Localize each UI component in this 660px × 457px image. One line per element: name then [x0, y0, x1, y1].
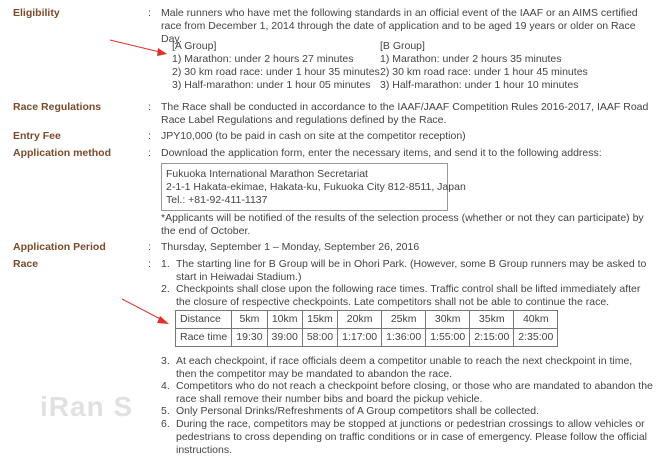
group-b-title: [B Group]	[380, 40, 425, 52]
table-cell: 1:36:00	[382, 329, 426, 347]
race-item-number: 2.	[161, 283, 170, 295]
regulations-label: Race Regulations	[13, 101, 102, 113]
regulations-text: The Race shall be conducted in accordance to the IAAF/JAAF Competition Rules 2016-2017, IAAF Road Race Label Regulations and regulations defined by the Race.	[161, 101, 649, 126]
race-item-number: 6.	[161, 418, 170, 430]
race-label: Race	[13, 258, 39, 270]
table-cell: 19:30	[232, 329, 267, 347]
address-line: 2-1-1 Hakata-ekimae, Hakata-ku, Fukuoka City 812-8511, Japan	[166, 181, 466, 193]
race-item-text: The starting line for B Group will be in Ohori Park. (However, some B Group runners may be asked to start in Heiwadai Stadium.)	[176, 258, 647, 283]
entry-fee-label: Entry Fee	[13, 130, 61, 142]
period-colon: :	[148, 241, 151, 253]
group-a-title: [A Group]	[172, 40, 217, 52]
race-item-text: At each checkpoint, if race officials deem a competitor unable to reach the next checkpoint in time, then the competitor may be mandated to abandon the race.	[176, 355, 633, 380]
table-header-cell: 35km	[470, 311, 514, 329]
arrow-to-group-a	[110, 40, 167, 56]
table-header-cell: 20km	[338, 311, 382, 329]
table-cell: 2:35:00	[514, 329, 558, 347]
address-line: Fukuoka International Marathon Secretariat	[166, 168, 368, 180]
table-header-cell: 5km	[232, 311, 267, 329]
race-item-text: During the race, competitors may be stopped at junctions or pedestrian crossings to allow vehicles or pedestrians to cross depending on traffic conditions or in case of emergency. Please follow the official instructions.	[176, 418, 648, 456]
table-cell: 58:00	[302, 329, 337, 347]
race-item-number: 4.	[161, 380, 170, 392]
entry-fee-colon: :	[148, 130, 151, 142]
entry-fee-text: JPY10,000 (to be paid in cash on site at the competitor reception)	[161, 130, 466, 142]
selection-note: *Applicants will be notified of the results of the selection process (whether or not they can participate) by the end of October.	[161, 212, 644, 237]
table-cell: Race time	[176, 329, 232, 347]
application-colon: :	[148, 147, 151, 159]
period-label: Application Period	[13, 241, 106, 253]
table-cell: 39:00	[267, 329, 302, 347]
group-b-item: 2) 30 km road race: under 1 hour 45 minutes	[380, 66, 588, 78]
table-header-cell: 40km	[514, 311, 558, 329]
table-header-cell: 30km	[426, 311, 470, 329]
table-header-cell: 25km	[382, 311, 426, 329]
table-header-cell: 15km	[302, 311, 337, 329]
watermark-logo: iRan S	[40, 391, 134, 422]
race-colon: :	[148, 258, 151, 270]
table-header-cell: 10km	[267, 311, 302, 329]
race-item-text: Checkpoints shall close upon the following race times. Traffic control shall be lifted immediately after the closure of respective checkpoints. Late competitors shall not be able to continue the race.	[176, 283, 641, 308]
group-a-item: 1) Marathon: under 2 hours 27 minutes	[172, 53, 354, 65]
regulations-colon: :	[148, 101, 151, 113]
group-b-item: 3) Half-marathon: under 1 hour 10 minutes	[380, 79, 579, 91]
table-cell: 1:17:00	[338, 329, 382, 347]
period-text: Thursday, September 1 – Monday, September 26, 2016	[161, 241, 420, 253]
group-b-item: 1) Marathon: under 2 hours 35 minutes	[380, 53, 562, 65]
eligibility-colon: :	[148, 7, 151, 19]
table-header-cell: Distance	[176, 311, 232, 329]
group-a-item: 3) Half-marathon: under 1 hour 05 minutes	[172, 79, 371, 91]
race-item-number: 5.	[161, 405, 170, 417]
race-item-text: Competitors who do not reach a checkpoint before closing, or those who are mandated to abandon the race shall remove their number bibs and board the pickup vehicle.	[176, 380, 653, 405]
arrow-to-times-table	[122, 299, 169, 324]
address-line: Tel.: +81-92-411-1137	[166, 194, 268, 206]
race-item-number: 1.	[161, 258, 170, 270]
table-cell: 2:15:00	[470, 329, 514, 347]
application-text: Download the application form, enter the necessary items, and send it to the following address:	[161, 147, 602, 159]
table-cell: 1:55:00	[426, 329, 470, 347]
group-a-item: 2) 30 km road race: under 1 hour 35 minutes	[172, 66, 380, 78]
race-item-text: Only Personal Drinks/Refreshments of A Group competitors shall be collected.	[176, 405, 539, 417]
eligibility-text: Male runners who have met the following standards in an official event of the IAAF or an AIMS certified race from December 1, 2014 through the date of application and to be aged 19 years or older on Race Day.	[161, 7, 638, 45]
application-label: Application method	[13, 147, 111, 159]
eligibility-label: Eligibility	[13, 7, 60, 19]
race-item-number: 3.	[161, 355, 170, 367]
